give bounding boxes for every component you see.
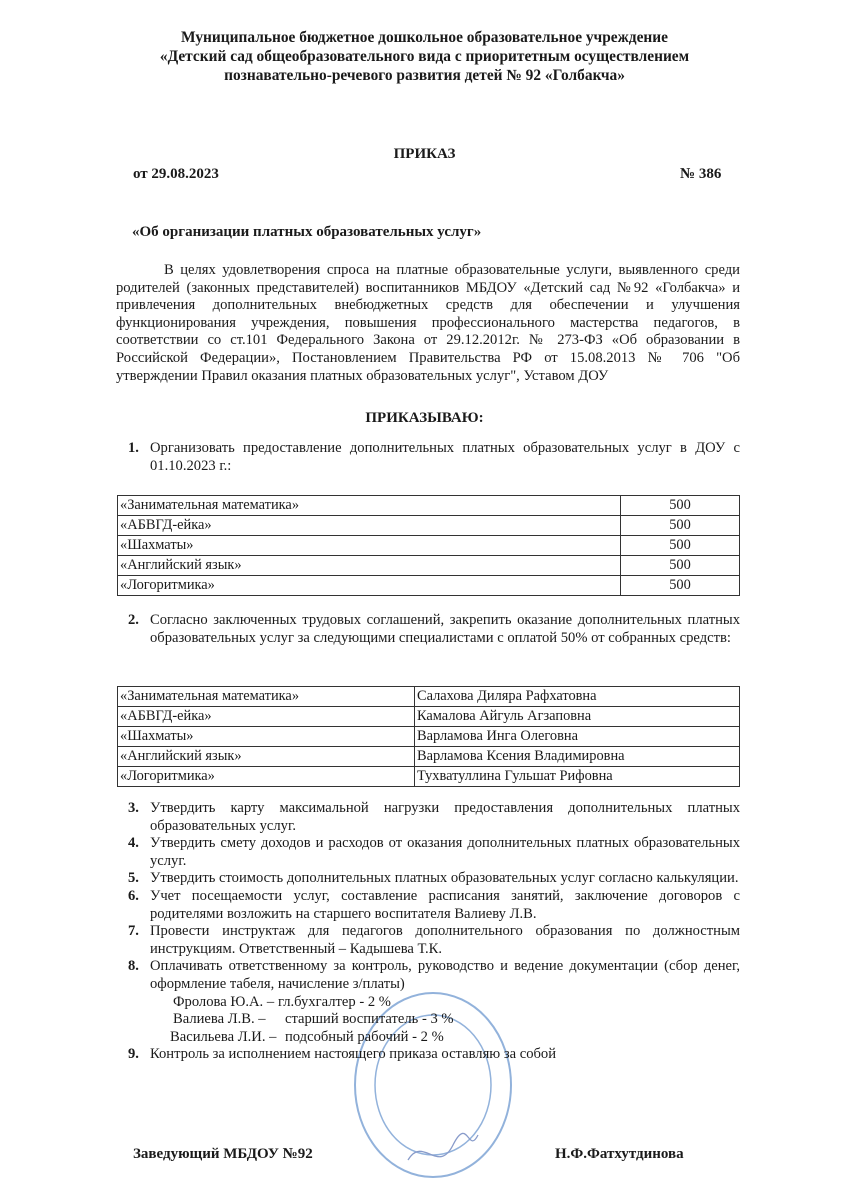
price-cell: 500 — [621, 516, 740, 536]
service-cell: «Шахматы» — [118, 727, 415, 747]
signatory-name: Н.Ф.Фатхутдинова — [555, 1146, 684, 1162]
specialist-cell: Варламова Инга Олеговна — [415, 727, 740, 747]
specialist-cell: Салахова Диляра Рафхатовна — [415, 687, 740, 707]
payment-row — [173, 1011, 849, 1029]
service-cell: «Занимательная математика» — [118, 687, 415, 707]
table-row — [118, 767, 740, 787]
item-text: Контроль за исполнением настоящего приказа оставляю за собой — [150, 1046, 557, 1063]
item-number: 2. — [128, 612, 139, 628]
service-cell: «Английский язык» — [118, 747, 415, 767]
order-title: ПРИКАЗ — [393, 146, 456, 162]
table-row — [118, 707, 740, 727]
payee-role: подсобный рабочий - 2 % — [285, 1028, 444, 1045]
price-cell: 500 — [621, 576, 740, 596]
specialist-cell: Камалова Айгуль Агзаповна — [415, 707, 740, 727]
list-item — [128, 1046, 740, 1064]
item-text: Учет посещаемости услуг, составление расписания занятий, заключение договоров с родителями возложить на старшего воспитателя Валиеву Л.В. — [150, 887, 740, 922]
header-line-2: «Детский сад общеобразовательного вида с приоритетным осуществлением — [159, 48, 690, 65]
list-item — [128, 958, 740, 993]
service-cell: «Английский язык» — [118, 556, 621, 576]
price-cell: 500 — [621, 496, 740, 516]
service-cell: «Занимательная математика» — [118, 496, 621, 516]
list-continued — [0, 800, 849, 1064]
table-row — [118, 576, 740, 596]
list-item — [128, 923, 740, 958]
item-text: Утвердить стоимость дополнительных платных образовательных услуг согласно калькуляции. — [150, 870, 739, 887]
order-date: от 29.08.2023 — [133, 166, 219, 182]
service-cell: «Логоритмика» — [118, 767, 415, 787]
header-line-1: Муниципальное бюджетное дошкольное образовательное учреждение — [181, 29, 668, 46]
list-item — [128, 870, 740, 888]
table-row — [118, 496, 740, 516]
item-number: 8. — [128, 958, 139, 975]
specialists-table — [117, 686, 740, 787]
list-item — [128, 440, 740, 475]
service-cell: «АБВГД-ейка» — [118, 707, 415, 727]
payment-row — [170, 1029, 849, 1047]
table-row — [118, 727, 740, 747]
payee-name: Фролова Ю.А. – — [173, 993, 275, 1010]
payment-row — [173, 994, 849, 1012]
price-cell: 500 — [621, 536, 740, 556]
specialist-cell: Варламова Ксения Владимировна — [415, 747, 740, 767]
item-number: 3. — [128, 800, 139, 816]
item-number: 1. — [128, 440, 139, 456]
institution-header — [0, 28, 849, 85]
list-item — [128, 800, 740, 835]
command-heading: ПРИКАЗЫВАЮ: — [365, 410, 484, 426]
list-item — [128, 887, 740, 923]
item-text: Организовать предоставление дополнительных платных образовательных услуг в ДОУ с 01.10.2023 г.: — [150, 440, 740, 474]
list-item — [128, 835, 740, 870]
payee-name: Валиева Л.В. – — [173, 1011, 266, 1028]
price-cell: 500 — [621, 556, 740, 576]
payee-role: гл.бухгалтер - 2 % — [278, 993, 391, 1010]
item-number: 6. — [128, 887, 139, 904]
item-number: 9. — [128, 1046, 139, 1063]
item-number: 4. — [128, 835, 139, 852]
service-cell: «Шахматы» — [118, 536, 621, 556]
table-row — [118, 516, 740, 536]
item-number: 5. — [128, 870, 139, 887]
item-text: Утвердить смету доходов и расходов от оказания дополнительных платных образовательных услуг. — [150, 835, 740, 869]
signatory-position: Заведующий МБДОУ №92 — [133, 1146, 313, 1162]
item-text: Провести инструктаж для педагогов дополнительного образования по должностным инструкциям. Ответственный – Кадышева Т.К. — [150, 923, 740, 957]
item-text: Утвердить карту максимальной нагрузки предоставления дополнительных платных образовательных услуг. — [150, 800, 740, 834]
table-row — [118, 687, 740, 707]
preamble: В целях удовлетворения спроса на платные образовательные услуги, выявленного среди родителей (законных представителей) воспитанников МБДОУ «Детский сад №92 «Голбакча» и привлечения дополнительных внебюджетных средств для обеспечении и улучшения функционирования учреждения, повышения профессионального мастерства педагогов, в соответствии со ст.101 Федерального Закона от 29.12.2012г. № 273-ФЗ «Об образовании в Российской Федерации», Постановлением Правительства РФ от 15.08.2013 № 706 "Об утверждении Правил оказания платных образовательных услуг", Уставом ДОУ — [116, 262, 740, 384]
price-table — [117, 495, 740, 596]
table-row — [118, 536, 740, 556]
item-text: Оплачивать ответственному за контроль, руководство и ведение документации (сбор денег, оформление табеля, начисление з/платы) — [150, 958, 740, 992]
item-text: Согласно заключенных трудовых соглашений, закрепить оказание дополнительных платных образовательных услуг за следующими специалистами с оплатой 50% от собранных средств: — [150, 612, 740, 646]
order-number: № 386 — [680, 166, 722, 182]
payee-name: Васильева Л.И. – — [170, 1028, 277, 1045]
list-item — [128, 612, 740, 647]
service-cell: «Логоритмика» — [118, 576, 621, 596]
payee-role: старший воспитатель - 3 % — [285, 1011, 454, 1028]
order-subject: «Об организации платных образовательных услуг» — [132, 224, 482, 240]
item-number: 7. — [128, 923, 139, 940]
header-line-3: познавательно-речевого развития детей № 92 «Голбакча» — [224, 67, 625, 84]
service-cell: «АБВГД-ейка» — [118, 516, 621, 536]
specialist-cell: Тухватуллина Гульшат Рифовна — [415, 767, 740, 787]
table-row — [118, 556, 740, 576]
table-row — [118, 747, 740, 767]
